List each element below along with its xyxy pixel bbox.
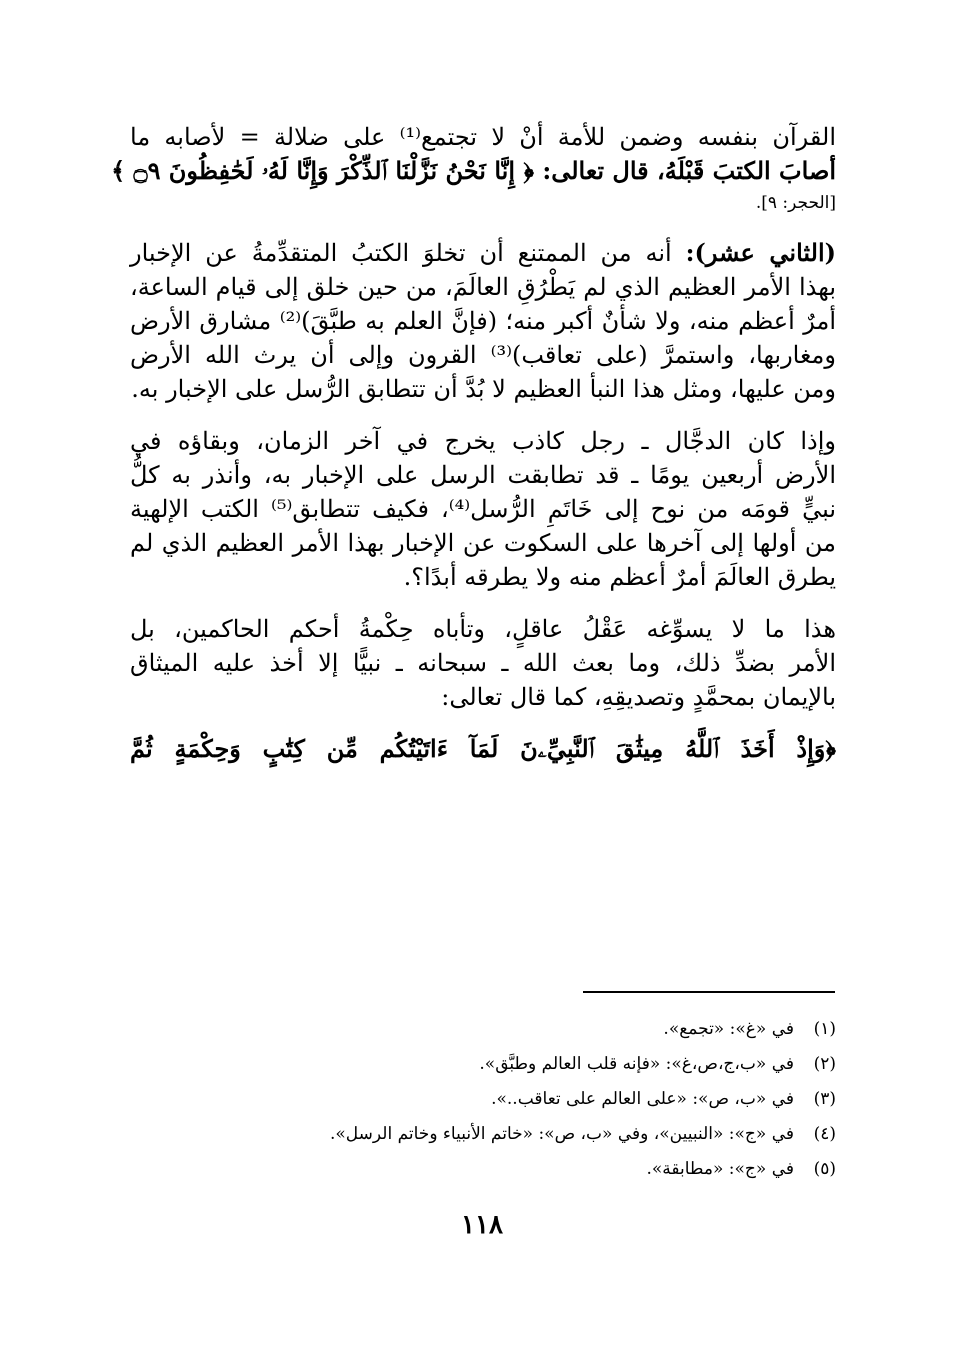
paragraph-1 [111, 120, 836, 218]
text-line: وإذا كان الدجَّال ـ رجل كاذب يخرج في آخر الزمان، وبقاؤه في [130, 427, 836, 455]
footnote-item [150, 1152, 836, 1187]
quran-verse-line: ﴿وَإِذْ أَخَذَ ٱللَّهُ مِيثَٰقَ ٱلنَّبِيِّۦنَ لَمَآ ءَاتَيْتُكُم مِّن كِتَٰبٍ وَحِكْمَةٍ ثُمَّ [130, 734, 836, 763]
footnote-text: في «غ»: «تجمع». [663, 1019, 794, 1039]
footnote-number: (٣) [813, 1089, 836, 1109]
text-line: القرآن بنفسه وضمن للأمة أنْ لا تجتمع⁽¹⁾ على ضلالة = لأصابه ما [130, 123, 836, 151]
footnote-item [150, 1117, 836, 1152]
text-line: أصابَ الكتبَ قَبْلَهُ، قال تعالى: ﴿ إِنَّا نَحْنُ نَزَّلْنَا ٱلذِّكْرَ وَإِنَّا لَهُۥ لَحَٰفِظُونَ ۝٩ ﴾ [111, 156, 836, 185]
section-lead: (الثاني عشر): [685, 238, 836, 267]
footnote-number: (٤) [813, 1124, 836, 1144]
text-line: الأرض أربعين يومًا ـ قد تطابقت الرسل على الإخبار به، وأنذر به كلُّ [130, 461, 836, 489]
text-line: يطرق العالَمَ أمرٌ أعظم منه ولا يطرقه أبدًا؟. [403, 563, 836, 591]
paragraph-4 [130, 612, 836, 714]
text-line: بالإيمان بمحمَّدٍ وتصديقِهِ، كما قال تعالى: [441, 683, 836, 711]
footnote-text: في «ج»: «مطابقة». [646, 1159, 794, 1179]
text-line: ومن عليها، ومثل هذا النبأ العظيم لا بُدَّ أن تتطابق الرُّسل على الإخبار به. [131, 375, 836, 403]
text-line [130, 236, 836, 270]
footnote-item [150, 1047, 836, 1082]
verse-reference: [الحجر: ٩]. [755, 193, 836, 213]
footnotes [150, 1012, 836, 1187]
footnote-text: في «ب،ج،ص،غ»: «فإنه قلب العالم وطبَّق». [479, 1054, 794, 1074]
text-line: هذا ما لا يسوِّغه عَقْلُ عاقلٍ، وتأباه حِكْمةُ أحكم الحاكمين، بل [130, 615, 837, 643]
footnote-text: في «ب، ص»: «على العالم على تعاقب..». [491, 1089, 794, 1109]
text-line: الأمر بضدِّ ذلك، وما بعث الله ـ سبحانه ـ نبيًّا إلا أخذ عليه الميثاق [130, 649, 836, 677]
footnote-item [150, 1082, 836, 1117]
footnote-divider [583, 991, 835, 993]
footnote-item [150, 1012, 836, 1047]
page-body [111, 120, 837, 766]
text-line: من أولها إلى آخرها على السكوت عن الإخبار بهذا الأمر العظيم الذي لم [130, 529, 836, 557]
text-line: بهذا الأمر العظيم الذي لم يَطْرُقِ العالَمَ، من حين خلق إلى قيام الساعة، [130, 273, 836, 301]
text-segment: أنه من الممتنع أن تخلوَ الكتبُ المتقدِّمةُ عن الإخبار [130, 239, 672, 267]
paragraph-3 [130, 424, 836, 594]
footnote-number: (١) [813, 1019, 836, 1039]
footnote-text: في «ج»: «النبيين»، وفي «ب، ص»: «خاتم الأنبياء وخاتم الرسل». [329, 1124, 794, 1144]
paragraph-2 [130, 236, 836, 406]
text-line: ومغاربها، واستمرَّ (على تعاقب)⁽³⁾ القرون وإلى أن يرث الله الأرض [130, 341, 836, 369]
text-line: أمرٌ أعظم منه، ولا شأنٌ أكبر منه؛ (فإنَّ العلم به طبَّقَ)⁽²⁾ مشارق الأرض [130, 307, 836, 335]
footnote-number: (٥) [813, 1159, 836, 1179]
page-number: ١١٨ [461, 1210, 503, 1240]
footnote-number: (٢) [813, 1054, 836, 1074]
text-line: نبيٍّ قومَه من نوح إلى خَاتَمِ الرُّسل⁽⁴⁾، فكيف تتطابق⁽⁵⁾ الكتب الإلهية [130, 495, 836, 523]
